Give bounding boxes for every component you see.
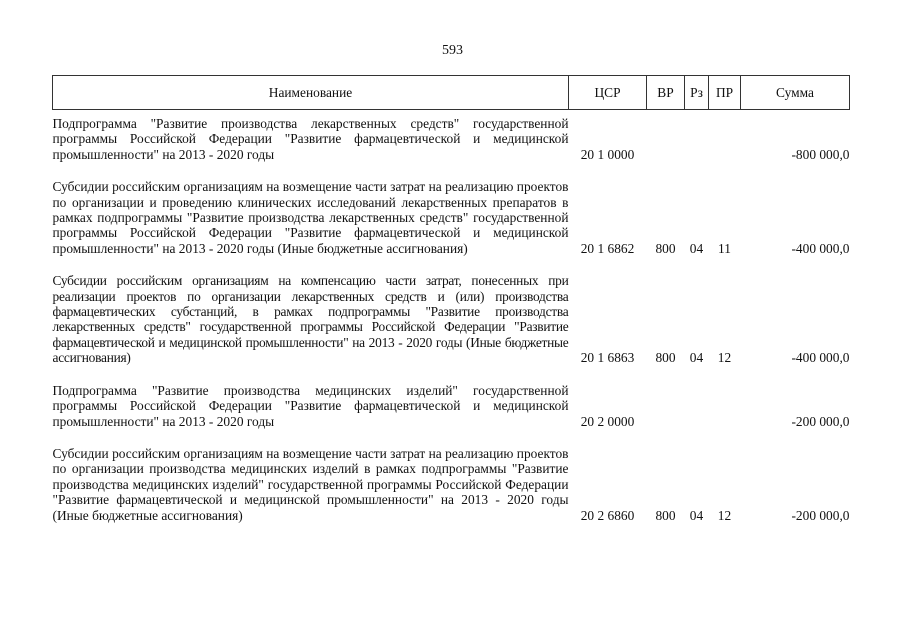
header-sum: Сумма xyxy=(741,76,850,110)
table-row xyxy=(53,116,850,162)
row-name: Субсидии российским организациям на компенсацию части затрат, понесенных при реализации проектов по организации лекарственных средств и (или) производства фармацевтических субстанций, в рамках подпрограммы "Развитие производства лекарственных средств" государственной программы Российской Федерации "Развитие фармацевтической и медицинской промышленности" на 2013 - 2020 годы (Иные бюджетные ассигнования) xyxy=(52,273,569,366)
row-vr: 800 xyxy=(655,350,676,366)
header-pr: ПР xyxy=(709,76,741,110)
table-row xyxy=(53,162,850,256)
row-csr: 20 1 6862 xyxy=(580,240,635,256)
row-sum: -200 000,0 xyxy=(791,507,850,523)
row-rz: 04 xyxy=(689,507,704,523)
header-name: Наименование xyxy=(53,76,569,110)
row-sum: -200 000,0 xyxy=(791,413,850,429)
row-pr: 12 xyxy=(717,507,732,523)
row-csr: 20 1 6863 xyxy=(580,350,635,366)
header-vr: ВР xyxy=(647,76,685,110)
row-name: Подпрограмма "Развитие производства медицинских изделий" государственной программы Российской Федерации "Развитие фармацевтической и медицинской промышленности" на 2013 - 2020 годы xyxy=(52,382,569,429)
header-rz: Рз xyxy=(685,76,709,110)
row-csr: 20 1 0000 xyxy=(580,146,635,162)
row-name: Субсидии российским организациям на возмещение части затрат на реализацию проектов по организации производства медицинских изделий в рамках подпрограммы "Развитие производства медицинских изделий" государственной программы Российской Федерации "Развитие фармацевтической и медицинской промышленности" на 2013 - 2020 годы (Иные бюджетные ассигнования) xyxy=(52,445,569,523)
row-name: Подпрограмма "Развитие производства лекарственных средств" государственной программы Российской Федерации "Развитие фармацевтической и медицинской промышленности" на 2013 - 2020 годы xyxy=(52,116,569,162)
row-name: Субсидии российским организациям на возмещение части затрат на реализацию проектов по организации и проведению клинических исследований лекарственных препаратов в рамках подпрограммы "Развитие производства лекарственных средств" государственной программы Российской Федерации "Развитие фармацевтической и медицинской промышленности" на 2013 - 2020 годы (Иные бюджетные ассигнования) xyxy=(52,179,569,256)
row-sum: -400 000,0 xyxy=(791,240,850,256)
row-rz xyxy=(685,366,709,429)
row-pr: 12 xyxy=(717,350,732,366)
budget-table xyxy=(52,75,850,523)
table-row xyxy=(53,366,850,429)
row-pr xyxy=(709,366,741,429)
row-pr: 11 xyxy=(718,240,731,256)
row-vr: 800 xyxy=(655,240,676,256)
row-vr xyxy=(647,366,685,429)
table-row xyxy=(53,256,850,365)
table-row xyxy=(53,429,850,523)
row-vr xyxy=(647,116,685,162)
row-rz: 04 xyxy=(689,350,704,366)
row-rz: 04 xyxy=(689,240,704,256)
row-csr: 20 2 6860 xyxy=(580,507,635,523)
row-rz xyxy=(685,116,709,162)
table-header-row xyxy=(53,76,850,110)
row-sum: -400 000,0 xyxy=(791,350,850,366)
header-csr: ЦСР xyxy=(569,76,647,110)
row-sum: -800 000,0 xyxy=(791,146,850,162)
row-pr xyxy=(709,116,741,162)
row-vr: 800 xyxy=(655,507,676,523)
row-csr: 20 2 0000 xyxy=(580,413,635,429)
page-number: 593 xyxy=(442,43,463,58)
